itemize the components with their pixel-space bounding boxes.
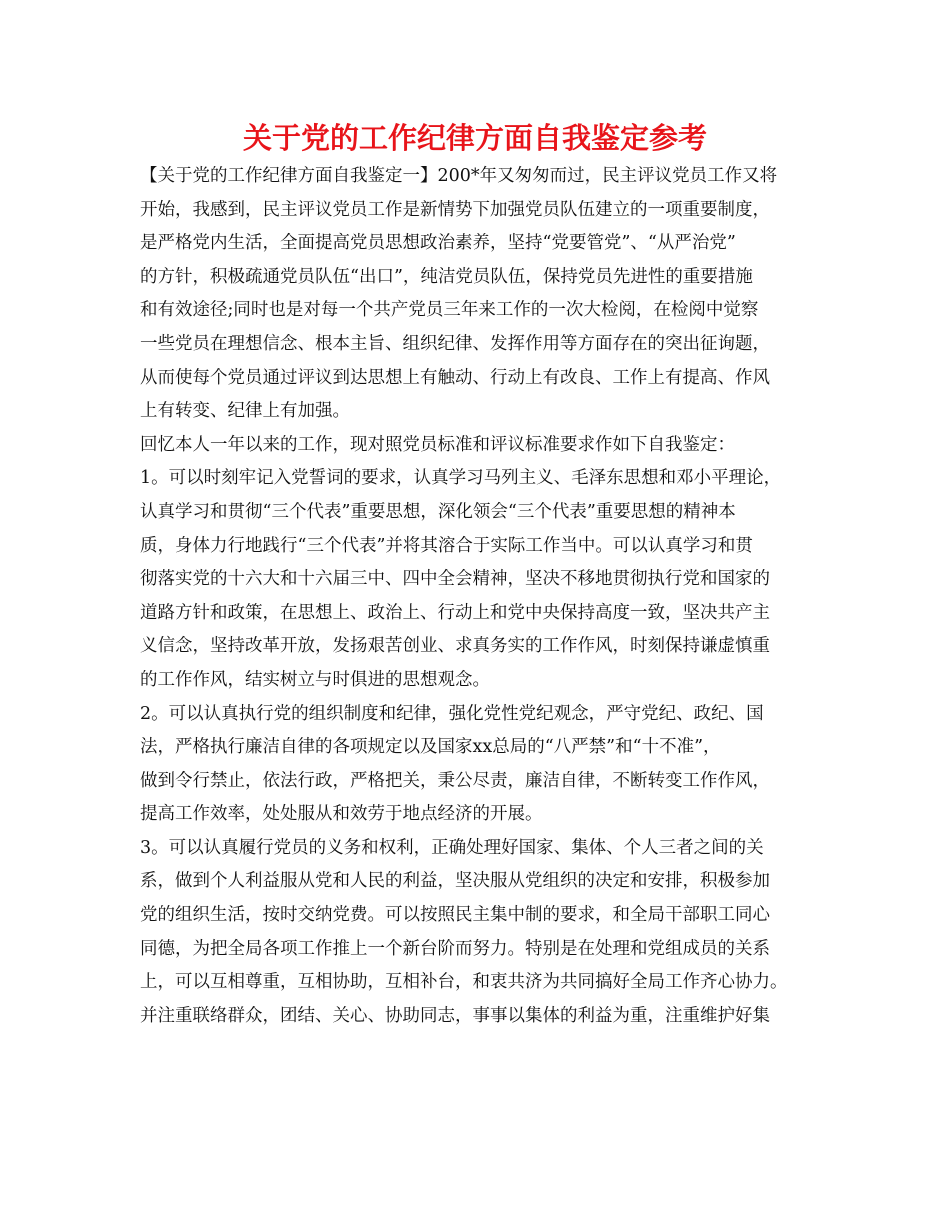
body-line: 同德，为把全局各项工作推上一个新台阶而努力。特别是在处理和党组成员的关系 xyxy=(140,938,770,959)
body-line: 开始，我感到，民主评议党员工作是新情势下加强党员队伍建立的一项重要制度， xyxy=(140,199,770,220)
body-line: 的方针，积极疏通党员队伍“出口”，纯洁党员队伍，保持党员先进性的重要措施 xyxy=(140,266,753,287)
body-line: 义信念，坚持改革开放，发扬艰苦创业、求真务实的工作作风，时刻保持谦虚慎重 xyxy=(140,636,770,657)
body-line: 从而使每个党员通过评议到达思想上有触动、行动上有改良、工作上有提高、作风 xyxy=(140,367,770,388)
document-body xyxy=(140,160,830,1033)
body-line: 一些党员在理想信念、根本主旨、组织纪律、发挥作用等方面存在的突出征询题， xyxy=(140,333,770,354)
body-line: 做到令行禁止，依法行政，严格把关，秉公尽责，廉洁自律，不断转变工作作风， xyxy=(140,770,770,791)
body-line: 党的组织生活，按时交纳党费。可以按照民主集中制的要求，和全局干部职工同心 xyxy=(140,905,770,926)
body-line: 2。可以认真执行党的组织制度和纪律，强化党性党纪观念，严守党纪、政纪、国 xyxy=(140,703,764,724)
body-line: 道路方针和政策，在思想上、政治上、行动上和党中央保持高度一致，坚决共产主 xyxy=(140,602,770,623)
body-line: 和有效途径;同时也是对每一个共产党员三年来工作的一次大检阅，在检阅中觉察 xyxy=(140,300,759,321)
body-line: 提高工作效率，处处服从和效劳于地点经济的开展。 xyxy=(140,804,543,825)
body-line: 上，可以互相尊重，互相协助，互相补台，和衷共济为共同搞好全局工作齐心协力。 xyxy=(140,972,788,993)
body-line: 认真学习和贯彻“三个代表”重要思想，深化领会“三个代表”重要思想的精神本 xyxy=(140,501,736,522)
document-title: 关于党的工作纪律方面自我鉴定参考 xyxy=(242,121,707,155)
body-line: 法，严格执行廉洁自律的各项规定以及国家xx总局的“八严禁”和“十不准”， xyxy=(140,737,721,758)
body-line: 1。可以时刻牢记入党誓词的要求，认真学习马列主义、毛泽东思想和邓小平理论， xyxy=(140,468,782,489)
body-line: 系，做到个人利益服从党和人民的利益，坚决服从党组织的决定和安排，积极参加 xyxy=(140,871,770,892)
body-line: 【关于党的工作纪律方面自我鉴定一】200*年又匆匆而过，民主评议党员工作又将 xyxy=(140,166,778,186)
body-line: 是严格党内生活，全面提高党员思想政治素养，坚持“党要管党”、“从严治党” xyxy=(140,233,736,254)
body-line: 彻落实党的十六大和十六届三中、四中全会精神，坚决不移地贯彻执行党和国家的 xyxy=(140,569,770,590)
body-line: 3。可以认真履行党员的义务和权利，正确处理好国家、集体、个人三者之间的关 xyxy=(140,837,764,858)
body-line: 回忆本人一年以来的工作，现对照党员标准和评议标准要求作如下自我鉴定： xyxy=(140,434,735,455)
body-line: 上有转变、纪律上有加强。 xyxy=(140,401,350,422)
body-line: 质，身体力行地践行“三个代表”并将其溶合于实际工作当中。可以认真学习和贯 xyxy=(140,535,753,556)
body-line: 并注重联络群众，团结、关心、协助同志，事事以集体的利益为重，注重维护好集 xyxy=(140,1005,770,1026)
body-line: 的工作作风，结实树立与时俱进的思想观念。 xyxy=(140,669,490,690)
